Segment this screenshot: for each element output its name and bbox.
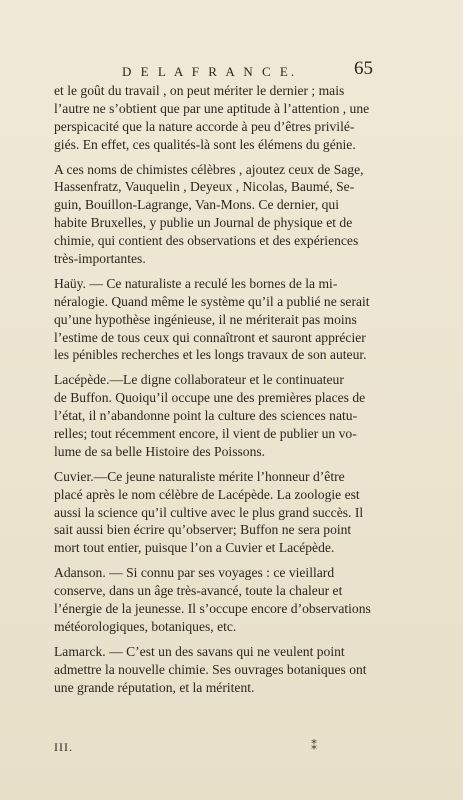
paragraph-gap	[54, 268, 415, 275]
running-head: D E L A F R A N C E.	[122, 64, 298, 79]
text-line-32: une grande réputation, et la méritent.	[54, 679, 255, 695]
text-line-11: Haüy. — Ce naturaliste a reculé les bornes de la mi-	[54, 275, 338, 291]
paragraph-gap	[54, 557, 415, 564]
text-line-29: météorologiques, botaniques, etc.	[54, 618, 237, 634]
page-number: 65	[354, 58, 373, 79]
text-line-19: relles; tout récemment encore, il vient de publier un vo-	[54, 426, 357, 442]
text-line-9: chimie, qui contient des observations et des expériences	[54, 233, 359, 249]
text-line-16: Lacépède.—Le digne collaborateur et le continuateur	[54, 372, 344, 388]
text-line-10: très-importantes.	[54, 251, 146, 267]
text-line-31: admettre la nouvelle chimie. Ses ouvrages botaniques ont	[54, 661, 367, 677]
text-line-25: mort tout entier, puisque l’on a Cuvier et Lacépède.	[54, 540, 335, 556]
text-line-30: Lamarck. — C’est un des savans qui ne veulent point	[54, 643, 345, 659]
text-line-1: et le goût du travail , on peut mériter le dernier ; mais	[54, 83, 345, 98]
text-line-20: lume de sa belle Histoire des Poissons.	[54, 443, 266, 459]
text-line-8: habite Bruxelles, y publie un Journal de physique et de	[54, 215, 353, 231]
page-text	[54, 82, 415, 732]
text-line-28: l’énergie de la jeunesse. Il s’occupe encore d’observations	[54, 601, 371, 617]
text-line-13: qu’une hypothèse ingénieuse, il ne mériterait pas moins	[54, 311, 357, 327]
text-line-27: conserve, dans un âge très-avancé, toute la chaleur et	[54, 583, 343, 599]
page-header	[0, 58, 463, 82]
text-line-23: aussi la science qu’il cultive avec le plus grand succès. Il	[54, 504, 364, 520]
text-line-3: perspicacité que la nature accorde à peu d’êtres privilé-	[54, 118, 355, 134]
bottom-mark: ⁑	[311, 739, 317, 753]
text-line-2: l’autre ne s’obtient que par une aptitude à l’attention , une	[54, 100, 370, 116]
text-line-5: A ces noms de chimistes célèbres , ajoutez ceux de Sage,	[54, 161, 364, 177]
text-line-24: sait aussi bien écrire qu’observer; Buffon ne sera point	[54, 522, 352, 538]
paragraph-gap	[54, 461, 415, 468]
paragraph-gap	[54, 364, 415, 371]
page-footer	[0, 740, 463, 760]
text-line-17: de Buffon. Quoiqu’il occupe une des premières places de	[54, 390, 366, 406]
text-line-26: Adanson. — Si connu par ses voyages : ce vieillard	[54, 565, 335, 581]
paragraph-gap	[54, 154, 415, 161]
text-line-7: guin, Bouillon-Lagrange, Van-Mons. Ce dernier, qui	[54, 197, 339, 213]
signature-mark: III.	[54, 740, 73, 754]
text-line-22: placé après le nom célèbre de Lacépède. La zoologie est	[54, 486, 360, 502]
text-line-6: Hassenfratz, Vauquelin , Deyeux , Nicolas, Baumé, Se-	[54, 179, 355, 195]
text-line-14: l’estime de tous ceux qui connaîtront et sauront apprécier	[54, 329, 366, 345]
text-line-15: les pénibles recherches et les longs travaux de son auteur.	[54, 347, 367, 363]
paragraph-gap	[54, 636, 415, 643]
text-line-4: giés. En effet, ces qualités-là sont les élémens du génie.	[54, 136, 356, 152]
text-line-18: l’état, il n’abandonne point la culture des sciences natu-	[54, 408, 358, 424]
text-line-21: Cuvier.—Ce jeune naturaliste mérite l’honneur d’être	[54, 468, 345, 484]
text-line-12: néralogie. Quand même le système qu’il a publié ne serait	[54, 293, 370, 309]
